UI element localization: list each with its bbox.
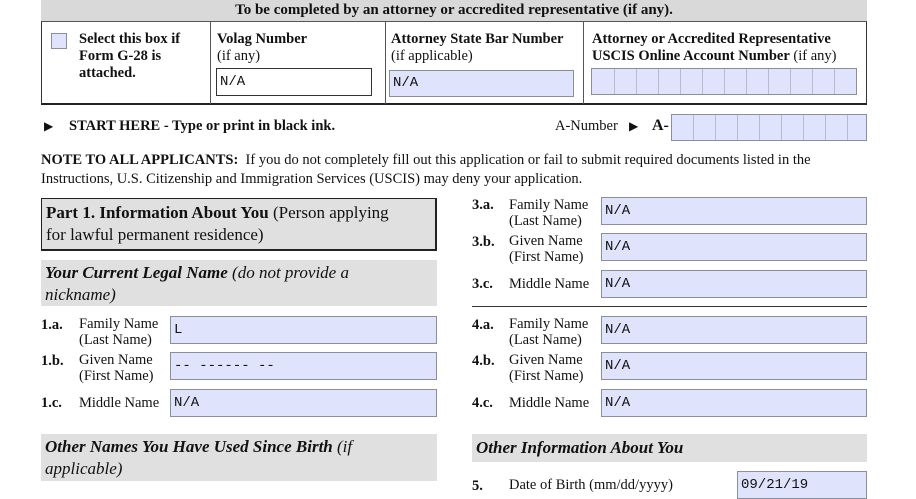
field-number: 4.b.	[472, 353, 495, 369]
field-number: 4.c.	[472, 395, 493, 411]
arrow-icon: ▶	[629, 119, 639, 133]
other-middle-name-input[interactable]: N/A	[601, 389, 867, 417]
divider	[472, 306, 867, 307]
other-given-name-input[interactable]: N/A	[601, 352, 867, 380]
field-number: 1.a.	[41, 317, 63, 333]
family-name-label: Family Name (Last Name)	[509, 316, 589, 348]
a-number-label: A-Number	[555, 118, 618, 134]
attorney-section-header: To be completed by an attorney or accredited representative (if any).	[41, 0, 867, 22]
a-number-input[interactable]	[671, 114, 867, 141]
field-number: 3.c.	[472, 276, 493, 292]
note-to-applicants: NOTE TO ALL APPLICANTS: If you do not completely fill out this application or fail to submit required documents listed in the Instructions, U.S. Citizenship and Immigration Services (USCIS) may deny your application.	[41, 152, 811, 187]
field-number: 4.a.	[472, 317, 494, 333]
arrow-icon: ▶	[44, 119, 54, 133]
given-name-input[interactable]: -- ------ --	[170, 352, 437, 380]
current-legal-name-heading: Your Current Legal Name (do not provide a nickname)	[41, 260, 437, 306]
middle-name-label: Middle Name	[79, 395, 160, 411]
bar-number-label: Attorney State Bar Number (if applicable)	[391, 31, 564, 64]
given-name-label: Given Name (First Name)	[509, 233, 584, 265]
family-name-input[interactable]: L	[170, 316, 437, 344]
middle-name-input[interactable]: N/A	[170, 389, 437, 417]
date-of-birth-input[interactable]: 09/21/19	[737, 471, 867, 499]
other-family-name-input[interactable]: N/A	[601, 316, 867, 344]
given-name-label: Given Name (First Name)	[79, 352, 154, 384]
other-middle-name-input[interactable]: N/A	[601, 270, 867, 298]
g28-checkbox[interactable]	[51, 33, 67, 49]
divider	[385, 22, 386, 104]
a-number-prefix: A-	[652, 117, 669, 134]
middle-name-label: Middle Name	[509, 395, 590, 411]
g28-label: Select this box if Form G-28 is attached.	[79, 31, 181, 81]
other-information-heading: Other Information About You	[472, 434, 867, 462]
other-names-heading: Other Names You Have Used Since Birth (if applicable)	[41, 434, 437, 481]
family-name-label: Family Name (Last Name)	[509, 197, 589, 229]
field-number: 1.b.	[41, 353, 64, 369]
given-name-label: Given Name (First Name)	[509, 352, 584, 384]
part1-title: Part 1. Information About You (Person applying for lawful permanent residence)	[41, 198, 437, 251]
other-family-name-input[interactable]: N/A	[601, 197, 867, 225]
middle-name-label: Middle Name	[509, 276, 590, 292]
date-of-birth-label: Date of Birth (mm/dd/yyyy)	[509, 477, 673, 493]
field-number: 5.	[472, 478, 483, 494]
uscis-account-input[interactable]	[591, 68, 857, 95]
volag-number-input[interactable]: N/A	[216, 68, 372, 96]
volag-label: Volag Number (if any)	[217, 31, 308, 64]
divider	[583, 22, 584, 104]
uscis-account-label: Attorney or Accredited Representative USCIS Online Account Number (if any)	[592, 31, 837, 64]
family-name-label: Family Name (Last Name)	[79, 316, 159, 348]
field-number: 3.b.	[472, 234, 495, 250]
field-number: 3.a.	[472, 197, 494, 213]
divider	[210, 22, 211, 104]
bar-number-input[interactable]: N/A	[389, 70, 574, 97]
start-here-text: START HERE - Type or print in black ink.	[69, 118, 336, 134]
field-number: 1.c.	[41, 395, 62, 411]
other-given-name-input[interactable]: N/A	[601, 233, 867, 261]
